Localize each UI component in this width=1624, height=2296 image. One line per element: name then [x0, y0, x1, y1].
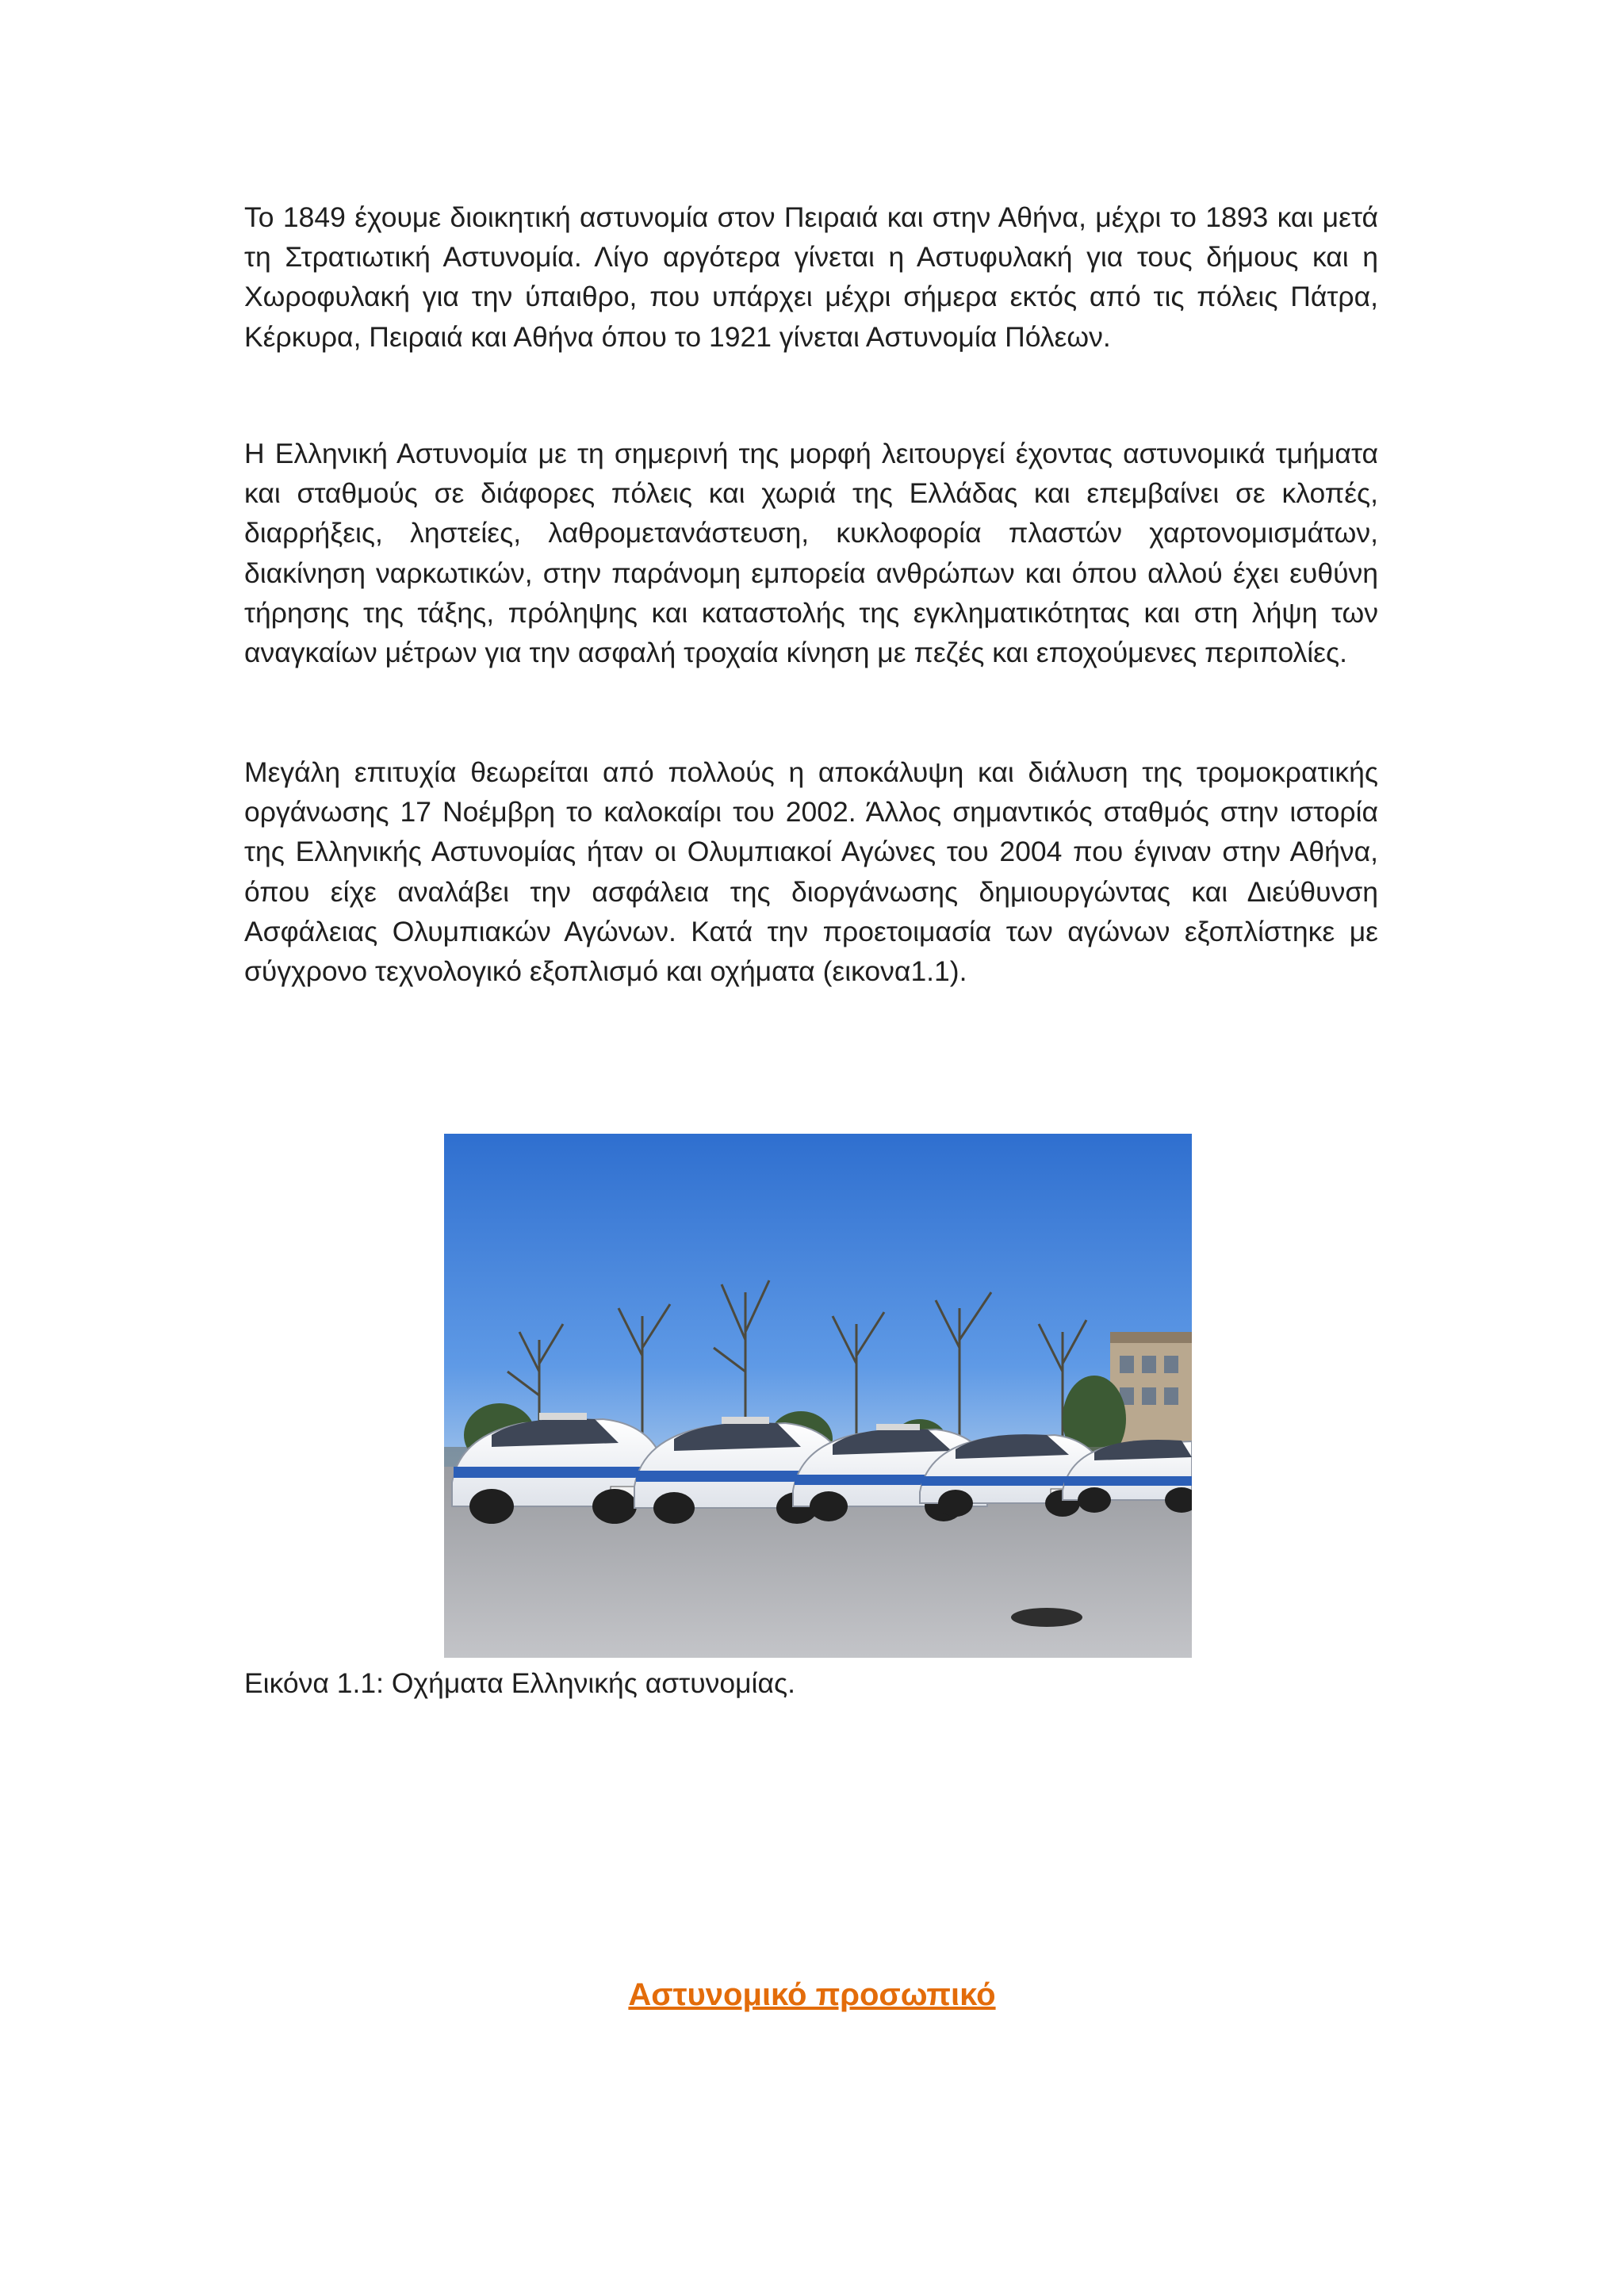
paragraph-achievements: Μεγάλη επιτυχία θεωρείται από πολλούς η αποκάλυψη και διάλυση της τρομοκρατικής οργάνωσης 17 Νοέμβρη το καλοκαίρι του 2002. Άλλος σημαντικός σταθμός στην ιστορία της Ελληνικής Αστυνομίας ήταν οι Ολυμπιακοί Αγώνες του 2004 που έγιναν στην Αθήνα, όπου είχε αναλάβει την ασφάλεια της διοργάνωσης δημιουργώντας και Διεύθυνση Ασφάλειας Ολυμπιακών Αγώνων. Κατά την προετοιμασία των αγώνων εξοπλίστηκε με σύγχρονο τεχνολογικό εξοπλισμό και οχήματα (εικονα1.1). — [244, 756, 1378, 988]
paragraph-present-role: Η Ελληνική Αστυνομία με τη σημερινή της μορφή λειτουργεί έχοντας αστυνομικά τμήματα και σταθμούς σε διάφορες πόλεις και χωριά της Ελλάδας και επεμβαίνει σε κλοπές, διαρρήξεις, ληστείες, λαθρομετανάστευση, κυκλοφορία πλαστών χαρτονομισμάτων, διακίνηση ναρκωτικών, στην παράνομη εμπορεία ανθρώπων και όπου αλλού έχει ευθύνη τήρησης της τάξης, πρόληψης και καταστολής της εγκληματικότητας και στη λήψη των αναγκαίων μέτρων για την ασφαλή τροχαία κίνηση με πεζές και εποχούμενες περιπολίες. — [244, 438, 1378, 669]
section-heading: Αστυνομικό προσωπικό — [628, 1977, 996, 2012]
police-cars-photo — [444, 1134, 1192, 1658]
manhole — [1011, 1608, 1082, 1627]
figure-caption: Εικόνα 1.1: Οχήματα Ελληνικής αστυνομίας. — [244, 1667, 795, 1699]
paragraph-history: Το 1849 έχουμε διοικητική αστυνομία στον Πειραιά και στην Αθήνα, μέχρι το 1893 και μετά τη Στρατιωτική Αστυνομία. Λίγο αργότερα γίνεται η Αστυφυλακή για τους δήμους και η Χωροφυλακή για την ύπαιθρο, που υπάρχει μέχρι σήμερα εκτός από τις πόλεις Πάτρα, Κέρκυρα, Πειραιά και Αθήνα όπου το 1921 γίνεται Αστυνομία Πόλεων. — [244, 201, 1378, 353]
